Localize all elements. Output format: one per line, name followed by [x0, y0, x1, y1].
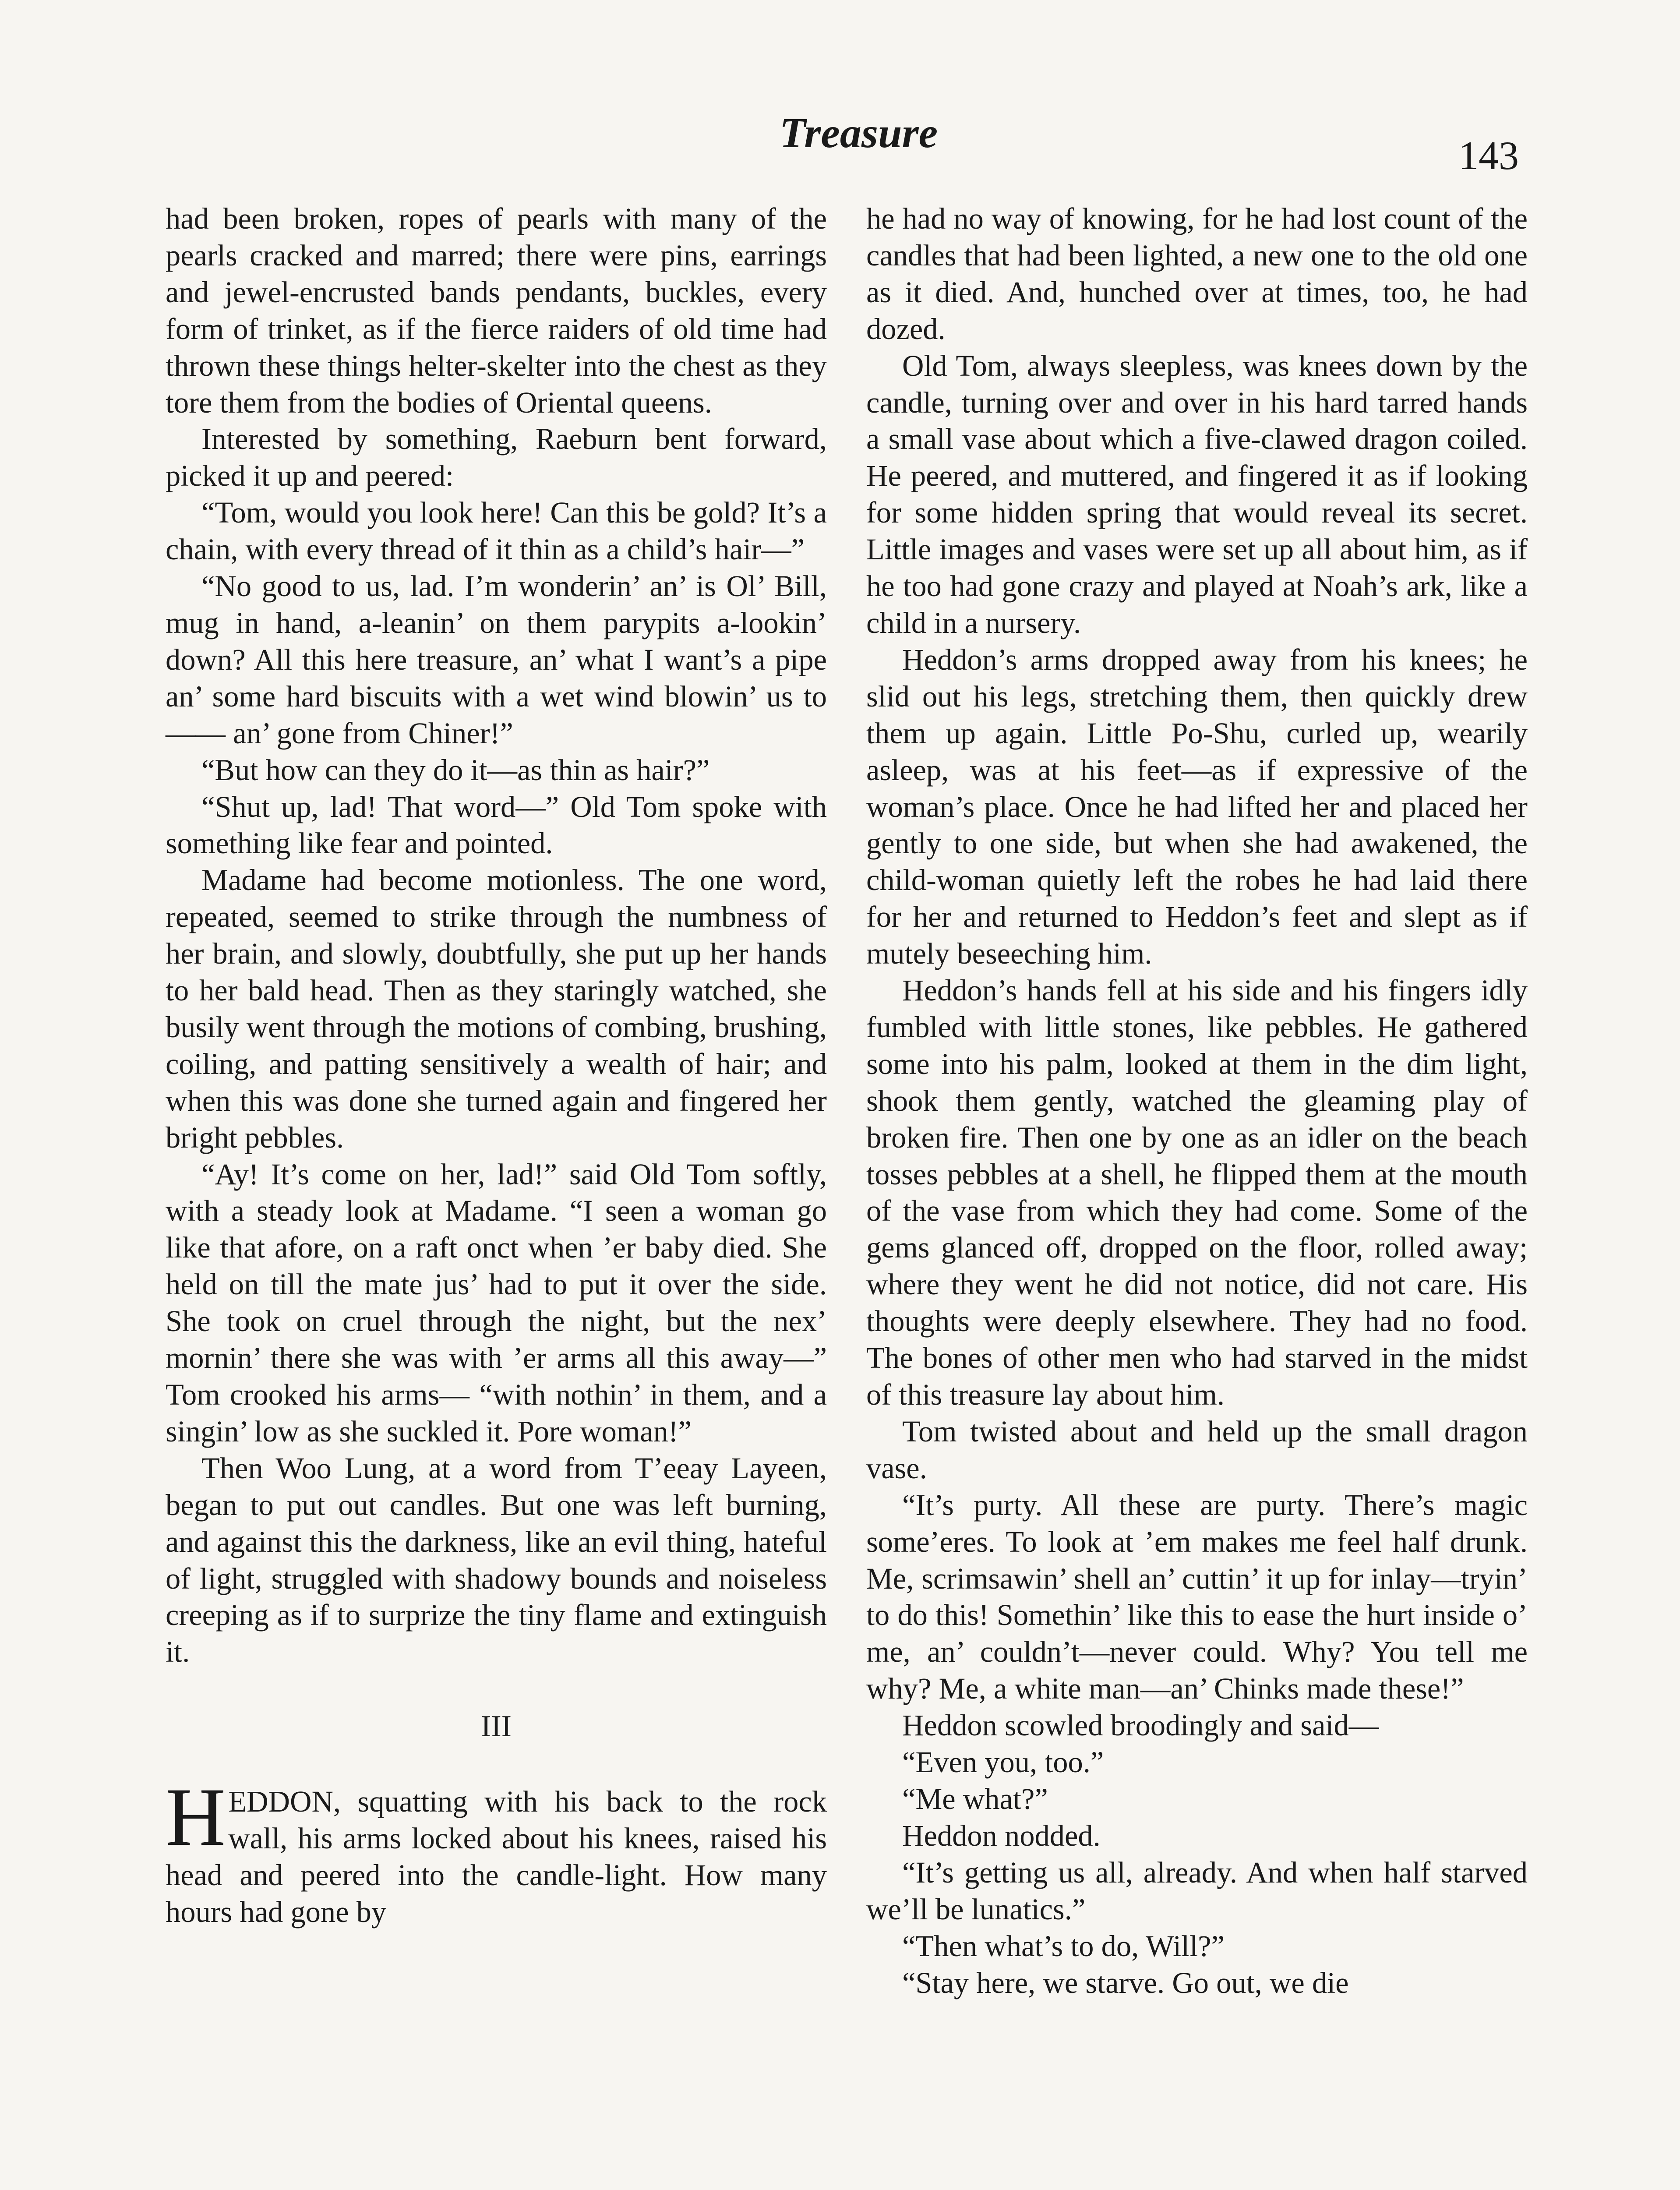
paragraph: Madame had become motionless. The one word, repeated, seemed to strike through the numbness of her brain, and slowly, doubtfully, she put up her hands to her bald head. Then as they staringly watched, she busily went through the motions of combing, brushing, coiling, and patting sensitively a wealth of hair; and when this was done she turned again and fingered her bright pebbles.	[166, 863, 827, 1154]
paragraph: Then Woo Lung, at a word from T’eeay Layeen, began to put out candles. But one was left burning, and against this the darkness, like an evil thing, hateful of light, struggled with shadowy bounds and noiseless creeping as if to surprize the tiny flame and extinguish it.	[166, 1451, 827, 1669]
section-opening-text: EDDON, squatting with his back to the rock wall, his arms locked about his knees, raised his head and peered into the candle-light. How many hours had gone by	[166, 1785, 827, 1929]
paragraph: “Then what’s to do, Will?”	[902, 1929, 1225, 1963]
paragraph: “Me what?”	[902, 1782, 1048, 1816]
paragraph: “It’s getting us all, already. And when half starved we’ll be lunatics.”	[866, 1855, 1528, 1926]
right-text-column	[866, 201, 1528, 2001]
left-text-column	[166, 201, 827, 1931]
paragraph: “Shut up, lad! That word—” Old Tom spoke with something like fear and pointed.	[166, 790, 827, 860]
page-number: 143	[1458, 133, 1519, 178]
paragraph: Heddon nodded.	[902, 1819, 1101, 1852]
paragraph: Heddon’s arms dropped away from his knees; he slid out his legs, stretching them, then quickly drew them up again. Little Po-Shu, curled up, wearily asleep, was at his feet—as if expressive of the woman’s place. Once he had lifted her and placed her gently to one side, but when she had awakened, the child-woman quietly left the robes he had laid there for her and returned to Heddon’s feet and slept as if mutely beseeching him.	[866, 643, 1528, 971]
paragraph: he had no way of knowing, for he had lost count of the candles that had been lighted, a new one to the old one as it died. And, hunched over at times, too, he had dozed.	[866, 202, 1528, 346]
paragraph: “No good to us, lad. I’m wonderin’ an’ is Ol’ Bill, mug in hand, a-leanin’ on them parypits a-lookin’ down? All this here treasure, an’ what I want’s a pipe an’ some hard biscuits with a wet wind blowin’ us to —— an’ gone from Chiner!”	[166, 569, 827, 750]
paragraph: “It’s purty. All these are purty. There’s magic some’eres. To look at ’em makes me feel half drunk. Me, scrimsawin’ shell an’ cuttin’ it up for inlay—tryin’ to do this! Somethin’ like this to ease the hurt inside o’ me, an’ couldn’t—never could. Why? You tell me why? Me, a white man—an’ Chinks made these!”	[866, 1488, 1528, 1706]
section-opening-paragraph	[166, 1771, 827, 1931]
running-header-title: Treasure	[780, 110, 938, 157]
paragraph: “Stay here, we starve. Go out, we die	[902, 1966, 1349, 1999]
paragraph: Heddon scowled broodingly and said—	[902, 1709, 1379, 1742]
paragraph: Heddon’s hands fell at his side and his fingers idly fumbled with little stones, like pebbles. He gathered some into his palm, looked at them in the dim light, shook them gently, watched the gleaming play of broken fire. Then one by one as an idler on the beach tosses pebbles at a shell, he flipped them at the mouth of the vase from which they had come. Some of the gems glanced off, dropped on the floor, rolled away; where they went he did not notice, did not care. His thoughts were deeply elsewhere. They had no food. The bones of other men who had starved in the midst of this treasure lay about him.	[866, 974, 1528, 1411]
paragraph: “Ay! It’s come on her, lad!” said Old Tom softly, with a steady look at Madame. “I seen a woman go like that afore, on a raft onct when ’er baby died. She held on till the mate jus’ had to put it over the side. She took on cruel through the night, but the nex’ mornin’ there she was with ’er arms all this away—” Tom crooked his arms— “with nothin’ in them, and a singin’ low as she suckled it. Pore woman!”	[166, 1157, 827, 1448]
section-marker: III	[481, 1710, 512, 1744]
dropcap-letter: H	[166, 1771, 226, 1864]
paragraph: Old Tom, always sleepless, was knees down by the candle, turning over and over in his hard tarred hands a small vase about which a five-clawed dragon coiled. He peered, and muttered, and fingered it as if looking for some hidden spring that would reveal its secret. Little images and vases were set up all about him, as if he too had gone crazy and played at Noah’s ark, like a child in a nursery.	[866, 349, 1528, 639]
paragraph: “Even you, too.”	[902, 1745, 1104, 1779]
paragraph: “Tom, would you look here! Can this be gold? It’s a chain, with every thread of it thin as a child’s hair—”	[166, 496, 827, 566]
paragraph: Tom twisted about and held up the small dragon vase.	[866, 1414, 1528, 1485]
paragraph: “But how can they do it—as thin as hair?”	[201, 753, 710, 787]
paragraph: had been broken, ropes of pearls with many of the pearls cracked and marred; there were pins, earrings and jewel-encrusted bands pendants, buckles, every form of trinket, as if the fierce raiders of old time had thrown these things helter-skelter into the chest as they tore them from the bodies of Oriental queens.	[166, 202, 827, 419]
paragraph: Interested by something, Raeburn bent forward, picked it up and peered:	[166, 422, 827, 493]
